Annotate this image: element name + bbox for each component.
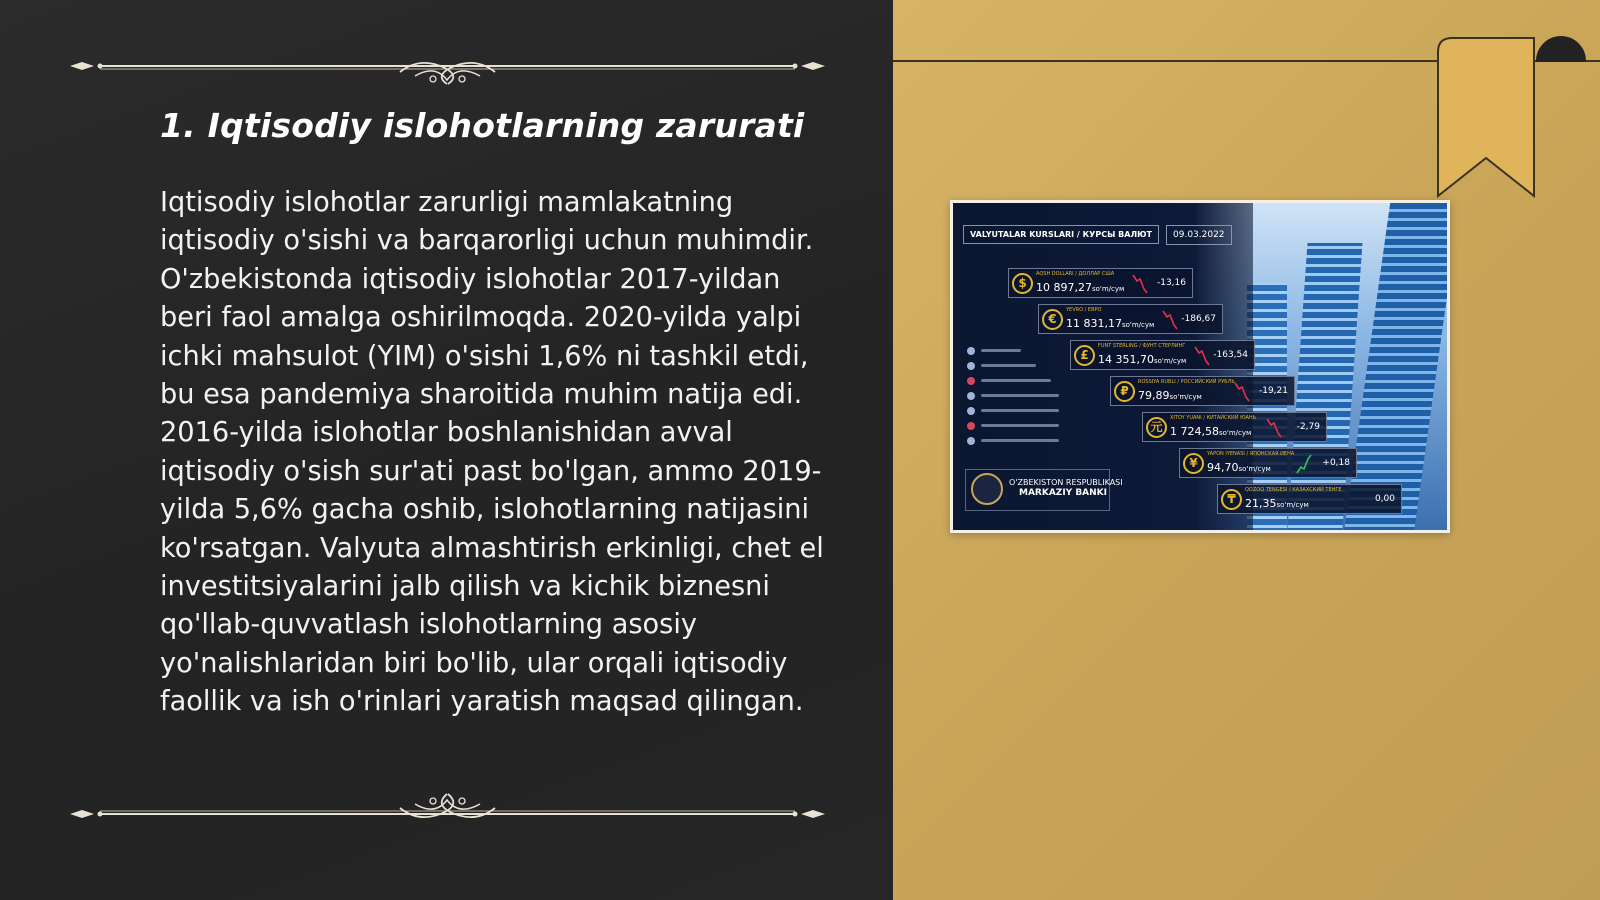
currency-value: 10 897,27so'm/сум (1036, 281, 1125, 294)
currency-coin-icon: £ (1074, 345, 1095, 366)
trend-up-icon (1296, 453, 1312, 475)
currency-change: -19,21 (1258, 386, 1288, 396)
currency-value: 14 351,70so'm/сум (1098, 353, 1187, 366)
trend-down-icon (1234, 381, 1250, 403)
bank-name-line2: MARKAZIY BANKI (1019, 488, 1107, 498)
currency-value: 79,89so'm/сум (1138, 389, 1202, 402)
currency-rate-card (1070, 340, 1255, 370)
currency-name: QOZOQ TENGESI / КАЗАХСКИЙ ТЕНГЕ (1245, 487, 1342, 493)
trend-down-icon (1132, 273, 1148, 295)
currency-unit: so'm/сум (1121, 321, 1155, 329)
currency-unit: so'm/сум (1238, 465, 1271, 473)
currency-unit: so'm/сум (1091, 285, 1125, 293)
social-link-row (967, 433, 1059, 448)
currency-unit: so'm/сум (1218, 429, 1252, 437)
currency-unit: so'm/сум (1153, 357, 1187, 365)
currency-coin-icon: ₸ (1221, 489, 1242, 510)
social-link-row (967, 373, 1059, 388)
bank-name (1009, 477, 1123, 499)
social-link-row (967, 343, 1059, 358)
currency-change: -2,79 (1296, 422, 1320, 432)
currency-name: AQSH DOLLARI / ДОЛЛАР США (1036, 271, 1115, 277)
currency-value: 21,35so'm/сум (1245, 497, 1309, 510)
currency-coin-icon: ₽ (1114, 381, 1135, 402)
bank-name-line1: O'ZBEKISTON RESPUBLIKASI (1009, 478, 1123, 487)
currency-value: 1 724,58so'm/сум (1170, 425, 1252, 438)
trend-down-icon (1162, 309, 1178, 331)
social-link-row (967, 388, 1059, 403)
currency-rate-card (1142, 412, 1327, 442)
currency-rates-infographic (950, 200, 1450, 533)
social-link-row (967, 418, 1059, 433)
currency-name: YEVRO / ЕВРО (1066, 307, 1102, 313)
currency-name: XITOY YUANI / КИТАЙСКИЙ ЮАНЬ (1170, 415, 1257, 421)
currency-value: 94,70so'm/сум (1207, 461, 1271, 474)
currency-unit: so'm/сум (1169, 393, 1202, 401)
currency-name: ROSSIYA RUBLI / РОССИЙСКИЙ РУБЛЬ (1138, 379, 1235, 385)
trend-down-icon (1266, 417, 1282, 439)
infographic-date: 09.03.2022 (1166, 225, 1232, 245)
currency-rate-card (1008, 268, 1193, 298)
currency-rate-card (1110, 376, 1295, 406)
social-links-list (967, 343, 1059, 448)
social-link-row (967, 358, 1059, 373)
currency-coin-icon: $ (1012, 273, 1033, 294)
top-ornament-divider (70, 46, 825, 86)
currency-rate-card (1038, 304, 1223, 334)
currency-unit: so'm/сум (1276, 501, 1309, 509)
slide-body-text: Iqtisodiy islohotlar zarurligi mamlakatning iqtisodiy o'sishi va barqarorligi uchun muhimdir. O'zbekistonda iqtisodiy islohotlar 2017-yildan beri faol amalga oshirilmoqda. 2020-yilda yalpi ichki mahsulot (YIM) o'sishi 1,6% ni tashkil etdi, bu esa pandemiya sharoitida muhim natija edi. 2016-yilda islohotlar boshlanishidan avval iqtisodiy o'sish sur'ati past bo'lgan, ammo 2019-yilda 5,6% gacha oshib, islohotlarning natijasini ko'rsatgan. Valyuta almashtirish erkinligi, chet el investitsiyalarini jalb qilish va kichik biznesni qo'llab-quvvatlash islohotlarning asosiy yo'nalishlaridan biri bo'lib, ular orqali iqtisodiy faollik va ish o'rinlari yaratish maqsad qilingan. (160, 187, 824, 718)
trend-down-icon (1194, 345, 1210, 367)
currency-rate-card (1217, 484, 1402, 514)
bottom-ornament-divider (70, 790, 825, 830)
slide-title: 1. Iqtisodiy islohotlarning zarurati (160, 106, 805, 145)
currency-change: 0,00 (1374, 494, 1395, 504)
central-bank-logo-icon (971, 473, 1003, 505)
currency-coin-icon: € (1042, 309, 1063, 330)
currency-coin-icon: ¥ (1183, 453, 1204, 474)
currency-rate-card (1179, 448, 1357, 478)
social-link-row (967, 403, 1059, 418)
currency-change: -186,67 (1181, 314, 1216, 324)
currency-name: FUNT STERLING / ФУНТ СТЕРЛИНГ (1098, 343, 1186, 349)
currency-change: -13,16 (1156, 278, 1186, 288)
currency-change: +0,18 (1322, 458, 1350, 468)
currency-name: YAPON IYENASI / ЯПОНСКАЯ ИЕНА (1207, 451, 1295, 457)
infographic-header: VALYUTALAR KURSLARI / КУРСЫ ВАЛЮТ (963, 225, 1159, 244)
currency-change: -163,54 (1213, 350, 1248, 360)
bookmark-icon (1436, 36, 1536, 198)
currency-coin-icon: 元 (1146, 417, 1167, 438)
currency-value: 11 831,17so'm/сум (1066, 317, 1155, 330)
